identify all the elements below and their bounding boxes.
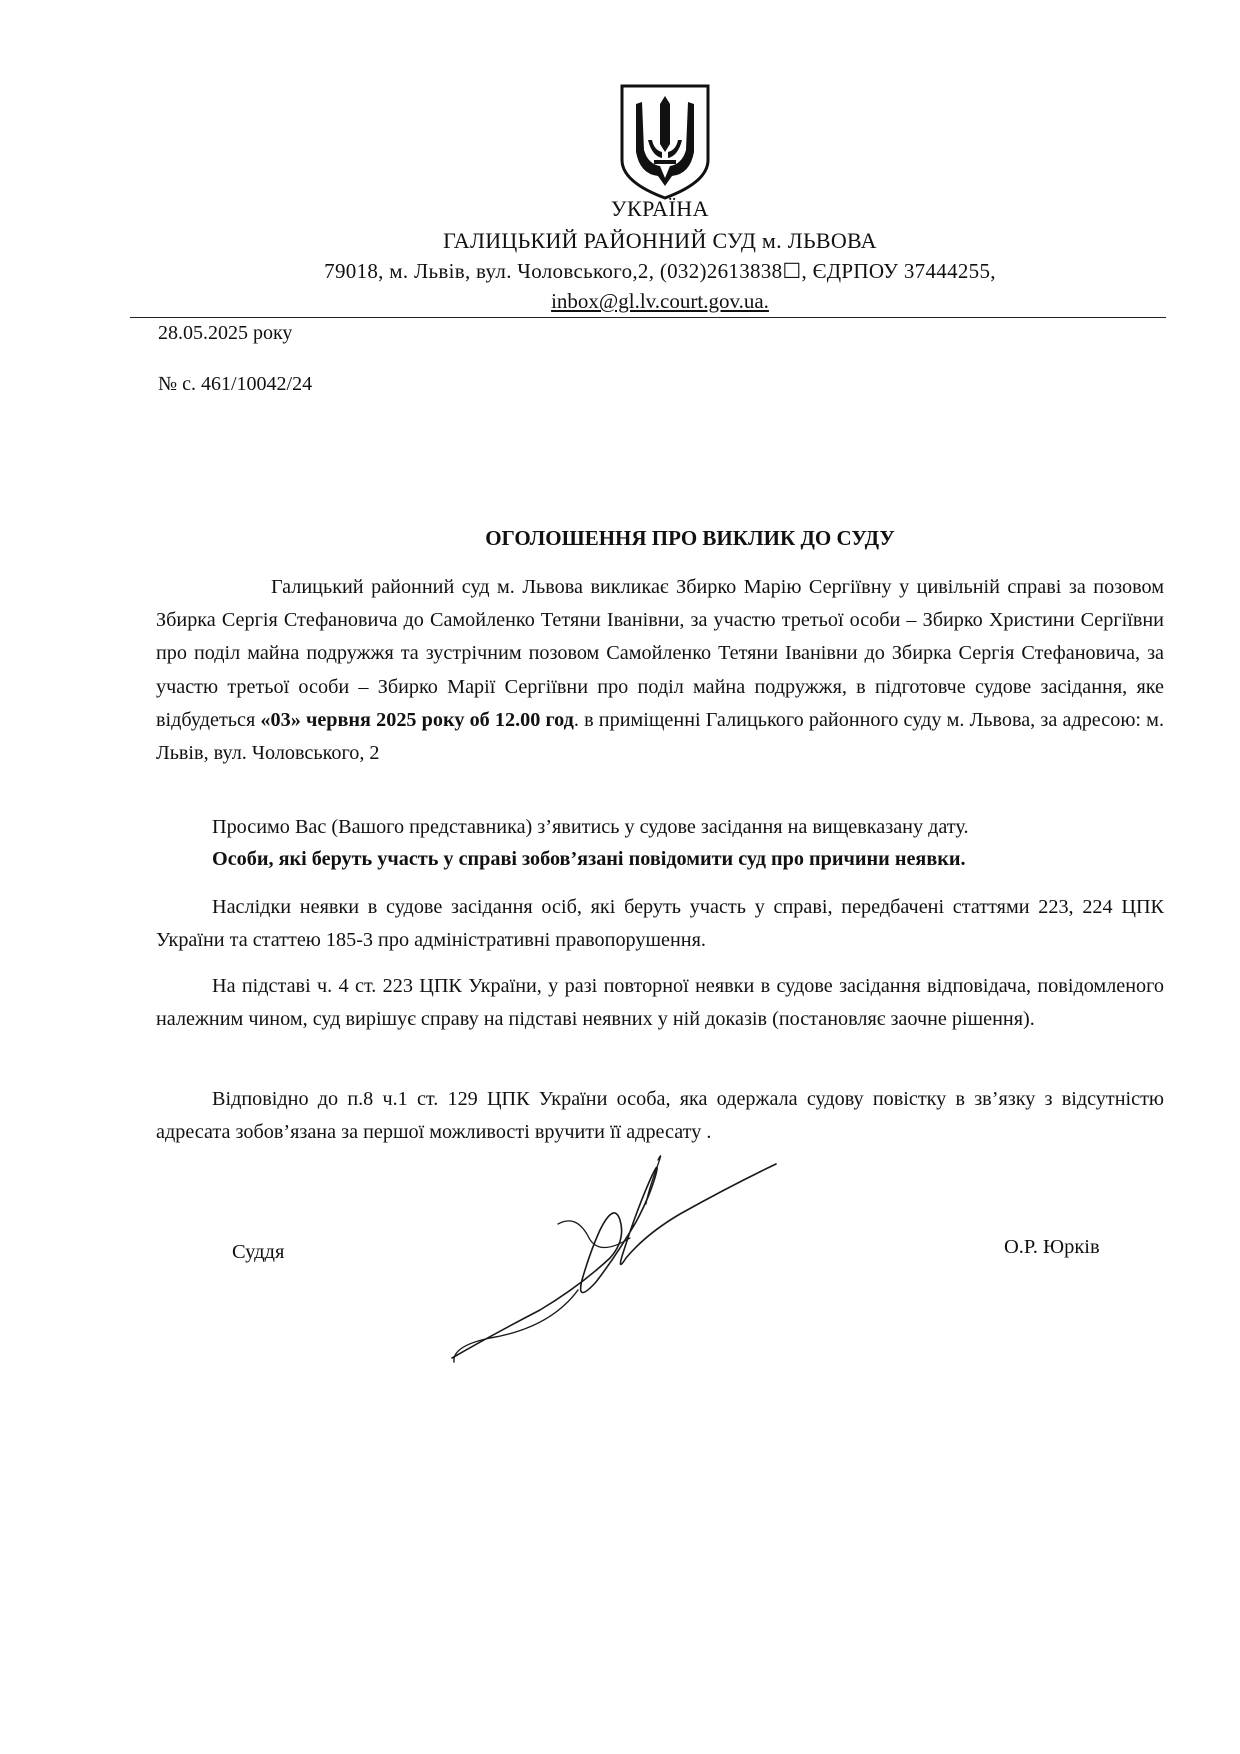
coat-of-arms-icon [618, 82, 712, 200]
default-judgment-paragraph: На підставі ч. 4 ст. 223 ЦПК України, у разі повторної неявки в судове засідання відповідача, повідомленого належним чином, суд вирішує справу на підставі неявних у ній доказів (постановляє заочне рішення). [156, 975, 1164, 1031]
summons-delivery-paragraph: Відповідно до п.8 ч.1 ст. 129 ЦПК України особа, яка одержала судову повістку в зв’язку з відсутністю адресата зобов’язана за першої можливості вручити її адресату . [156, 1088, 1164, 1144]
summons-location: . в приміщенні Галицького районного суду м. Львова, за адресою: м. Львів, вул. Чоловського, 2 [156, 708, 1164, 765]
appearance-request: Просимо Вас (Вашого представника) з’явитись у судове засідання на вищевказану дату. [212, 816, 969, 838]
country-name: УКРАЇНА [610, 196, 710, 221]
judge-name: О.Р. Юрків [1004, 1236, 1100, 1258]
document-date: 28.05.2025 року [158, 322, 293, 344]
consequences-paragraph: Наслідки неявки в судове засідання осіб, які беруть участь у справі, передбачені статтями 223, 224 ЦПК України та статтею 185-3 про адміністративні правопорушення. [156, 896, 1164, 952]
summons-text: Галицький районний суд м. Львова викликає Збирко Марію Сергіївну у цивільній справі за позовом Збирка Сергія Стефановича до Самойленко Тетяни Іванівни, за участю третьої особи – Збирко Христини Сергіївни про поділ майна подружжя та зустрічним позовом Самойленко Тетяни Іванівни до Збирка Сергія Стефановича, за участю третьої особи – Збирко Марії Сергіївни про поділ майна подружжя, в підготовче судове засідання, яке відбудеться [156, 576, 1164, 731]
handwritten-signature [450, 1140, 790, 1370]
court-name: ГАЛИЦЬКИЙ РАЙОННИЙ СУД м. ЛЬВОВА [443, 228, 877, 253]
summons-paragraph [156, 571, 1164, 770]
judge-label: Суддя [232, 1241, 285, 1263]
absence-notice: Особи, які беруть участь у справі зобов’язані повідомити суд про причини неявки. [212, 848, 966, 870]
case-number: № с. 461/10042/24 [158, 373, 313, 395]
court-address: 79018, м. Львів, вул. Чоловського,2, (032)2613838☐, ЄДРПОУ 37444255, [324, 259, 996, 283]
header-divider [130, 317, 1166, 318]
court-email: inbox@gl.lv.court.gov.ua. [551, 289, 769, 313]
hearing-datetime: «03» червня 2025 року об 12.00 год [260, 708, 574, 731]
document-title: ОГОЛОШЕННЯ ПРО ВИКЛИК ДО СУДУ [485, 526, 895, 550]
